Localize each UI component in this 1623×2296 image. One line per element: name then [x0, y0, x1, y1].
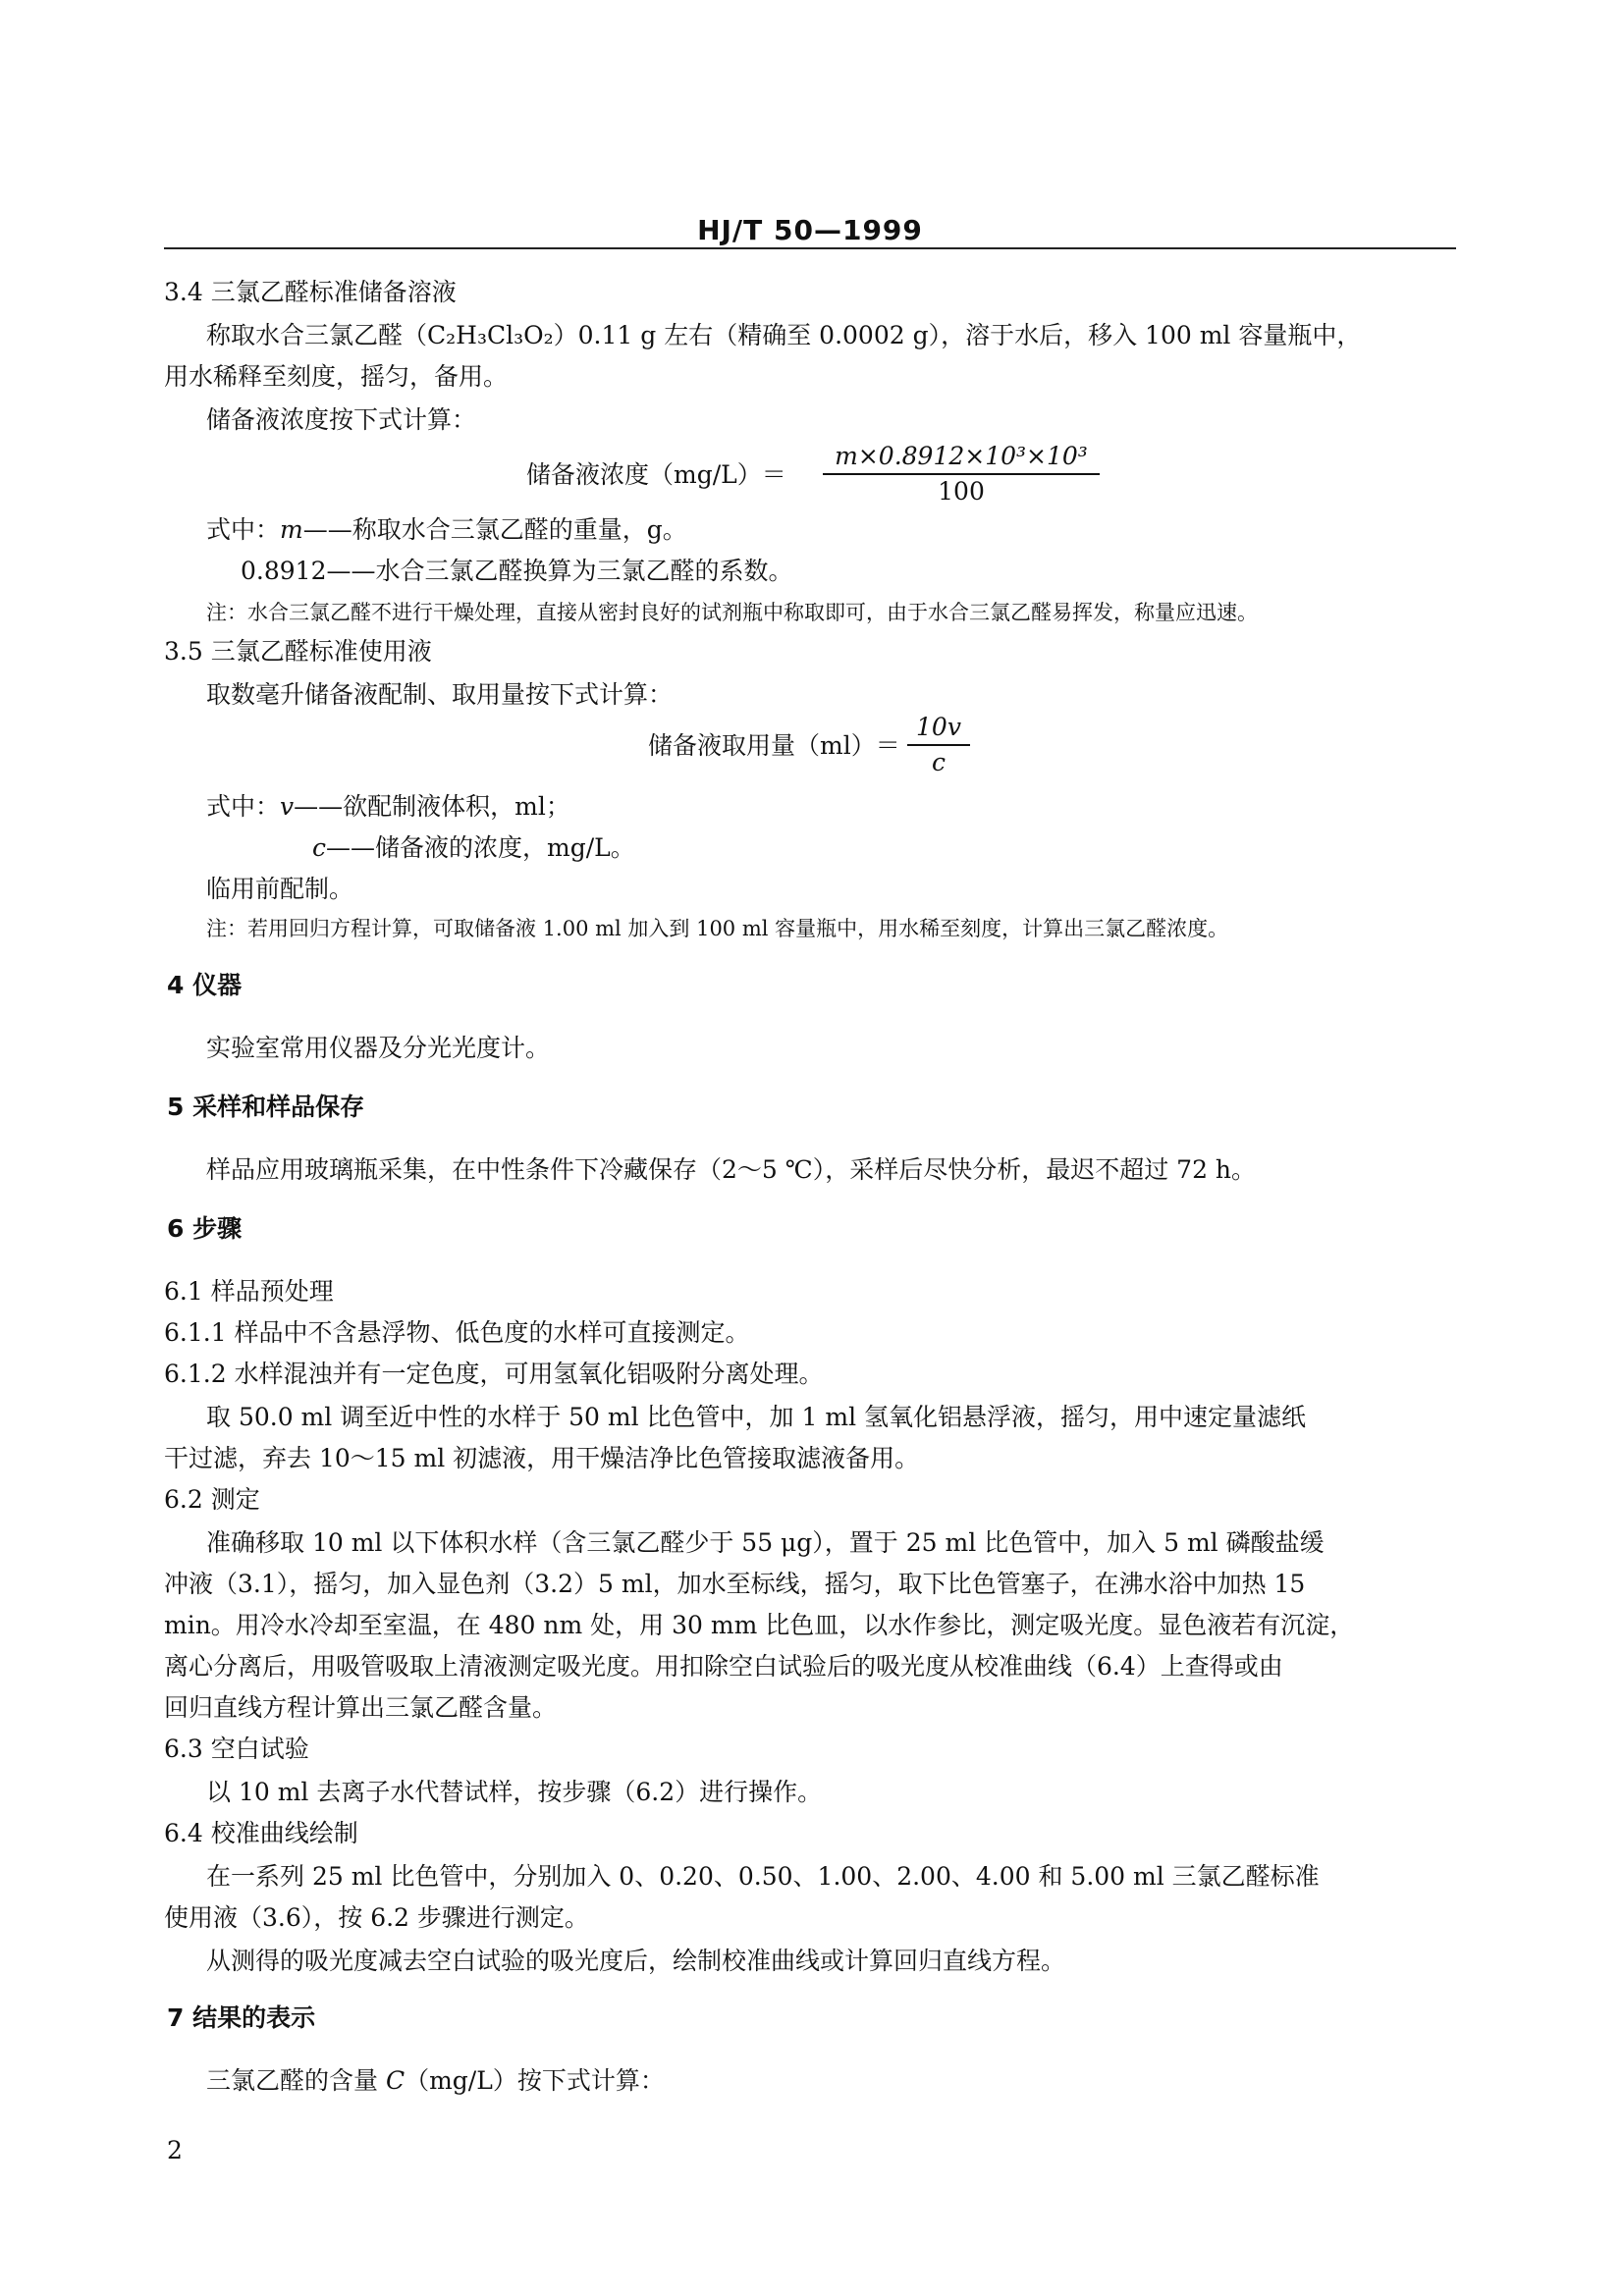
equation-2-where-2	[312, 832, 635, 864]
equation-2-lhs: 储备液取用量（ml）＝	[648, 731, 900, 760]
text-span: ）0.11 g 左右（精确至 0.0002 g），溶于水后，移入 100 ml 容量瓶中，	[553, 321, 1362, 349]
section-5-para-1: 样品应用玻璃瓶采集，在中性条件下冷藏保存（2～5 ℃），采样后尽快分析，最迟不超过 72 h。	[206, 1155, 1257, 1184]
equation-2-fraction	[907, 713, 970, 777]
section-6-4-title: 6.4 校准曲线绘制	[164, 1819, 358, 1847]
section-6-2-title: 6.2 测定	[164, 1485, 260, 1514]
text-span: ——储备液的浓度，mg/L。	[326, 833, 635, 862]
text-span: （mg/L）按下式计算：	[405, 2066, 665, 2095]
section-3-4-para-3: 储备液浓度按下式计算：	[206, 405, 477, 434]
section-6-title: 6 步骤	[167, 1214, 243, 1243]
section-6-1-1: 6.1.1 样品中不含悬浮物、低色度的水样可直接测定。	[164, 1318, 750, 1347]
section-6-4-line-3: 从测得的吸光度减去空白试验的吸光度后，绘制校准曲线或计算回归直线方程。	[206, 1947, 1066, 1975]
variable: c	[312, 833, 327, 862]
equation-1-numerator: m×0.8912×10³×10³	[835, 442, 1088, 470]
equation-2-denominator: c	[931, 748, 946, 776]
equation-1-lhs: 储备液浓度（mg/L）＝	[526, 460, 786, 489]
equation-1-fraction	[823, 442, 1100, 507]
text-span: 称取水合三氯乙醛（	[206, 321, 428, 349]
section-6-2-line-2: 冲液（3.1），摇匀，加入显色剂（3.2）5 ml，加水至标线，摇匀，取下比色管塞子，在沸水浴中加热 15	[164, 1570, 1306, 1598]
text-span: 式中：	[206, 792, 281, 821]
section-4-para-1: 实验室常用仪器及分光光度计。	[206, 1034, 551, 1062]
section-6-3-para-1: 以 10 ml 去离子水代替试样，按步骤（6.2）进行操作。	[206, 1778, 823, 1806]
fraction-bar	[823, 473, 1100, 475]
section-6-4-line-1: 在一系列 25 ml 比色管中，分别加入 0、0.20、0.50、1.00、2.00、4.00 和 5.00 ml 三氯乙醛标准	[206, 1862, 1320, 1891]
page-header: HJ/T 50—1999	[697, 214, 923, 246]
header-rule	[164, 247, 1456, 249]
section-6-4-line-2: 使用液（3.6），按 6.2 步骤进行测定。	[164, 1903, 589, 1932]
section-5-title: 5 采样和样品保存	[167, 1093, 365, 1121]
section-6-2-line-4: 离心分离后，用吸管吸取上清液测定吸光度。用扣除空白试验后的吸光度从校准曲线（6.4）上查得或由	[164, 1652, 1283, 1681]
text-span: 三氯乙醛的含量	[206, 2066, 386, 2095]
section-3-5-note: 注：若用回归方程计算，可取储备液 1.00 ml 加入到 100 ml 容量瓶中，用水稀至刻度，计算出三氯乙醛浓度。	[206, 917, 1229, 940]
equation-1-where-1	[206, 514, 687, 546]
section-3-4-title: 3.4 三氯乙醛标准储备溶液	[164, 278, 457, 306]
section-4-title: 4 仪器	[167, 971, 243, 999]
section-6-1-title: 6.1 样品预处理	[164, 1277, 334, 1306]
section-6-1-2-para-1: 取 50.0 ml 调至近中性的水样于 50 ml 比色管中，加 1 ml 氢氧化铝悬浮液，摇匀，用中速定量滤纸	[206, 1403, 1307, 1431]
section-3-4-para-1	[206, 320, 1361, 351]
section-3-5-para-1: 取数毫升储备液配制、取用量按下式计算：	[206, 680, 674, 709]
section-6-2-line-1: 准确移取 10 ml 以下体积水样（含三氯乙醛少于 55 μg），置于 25 ml 比色管中，加入 5 ml 磷酸盐缓	[206, 1528, 1325, 1557]
equation-2-numerator: 10v	[916, 713, 961, 741]
section-3-5-title: 3.5 三氯乙醛标准使用液	[164, 637, 432, 666]
variable: v	[280, 792, 295, 821]
section-3-4-para-2: 用水稀释至刻度，摇匀，备用。	[164, 362, 509, 391]
section-6-2-line-5: 回归直线方程计算出三氯乙醛含量。	[164, 1693, 558, 1722]
section-7-title: 7 结果的表示	[167, 2003, 316, 2032]
section-6-1-2: 6.1.2 水样混浊并有一定色度，可用氢氧化铝吸附分离处理。	[164, 1360, 824, 1388]
variable: C	[385, 2066, 406, 2095]
section-3-4-note: 注：水合三氯乙醛不进行干燥处理，直接从密封良好的试剂瓶中称取即可，由于水合三氯乙醛易挥发，称量应迅速。	[206, 601, 1258, 624]
section-6-1-2-para-2: 干过滤，弃去 10～15 ml 初滤液，用干燥洁净比色管接取滤液备用。	[164, 1444, 920, 1472]
fraction-bar	[907, 744, 970, 746]
section-7-para-1	[206, 2065, 665, 2097]
variable: m	[280, 515, 303, 544]
chemical-formula: C₂H₃Cl₃O₂	[427, 321, 554, 349]
text-span: ——欲配制液体积，ml；	[294, 792, 570, 821]
text-span: 式中：	[206, 515, 281, 544]
section-6-3-title: 6.3 空白试验	[164, 1735, 309, 1763]
section-6-2-line-3: min。用冷水冷却至室温，在 480 nm 处，用 30 mm 比色皿，以水作参比，测定吸光度。显色液若有沉淀，	[164, 1611, 1355, 1639]
text-span: ——称取水合三氯乙醛的重量，g。	[302, 515, 687, 544]
equation-1-where-2: 0.8912——水合三氯乙醛换算为三氯乙醛的系数。	[241, 557, 793, 585]
equation-2-where-1	[206, 791, 570, 823]
page-number: 2	[167, 2136, 183, 2164]
section-3-5-para-2: 临用前配制。	[206, 875, 354, 903]
equation-1-denominator: 100	[938, 477, 985, 506]
